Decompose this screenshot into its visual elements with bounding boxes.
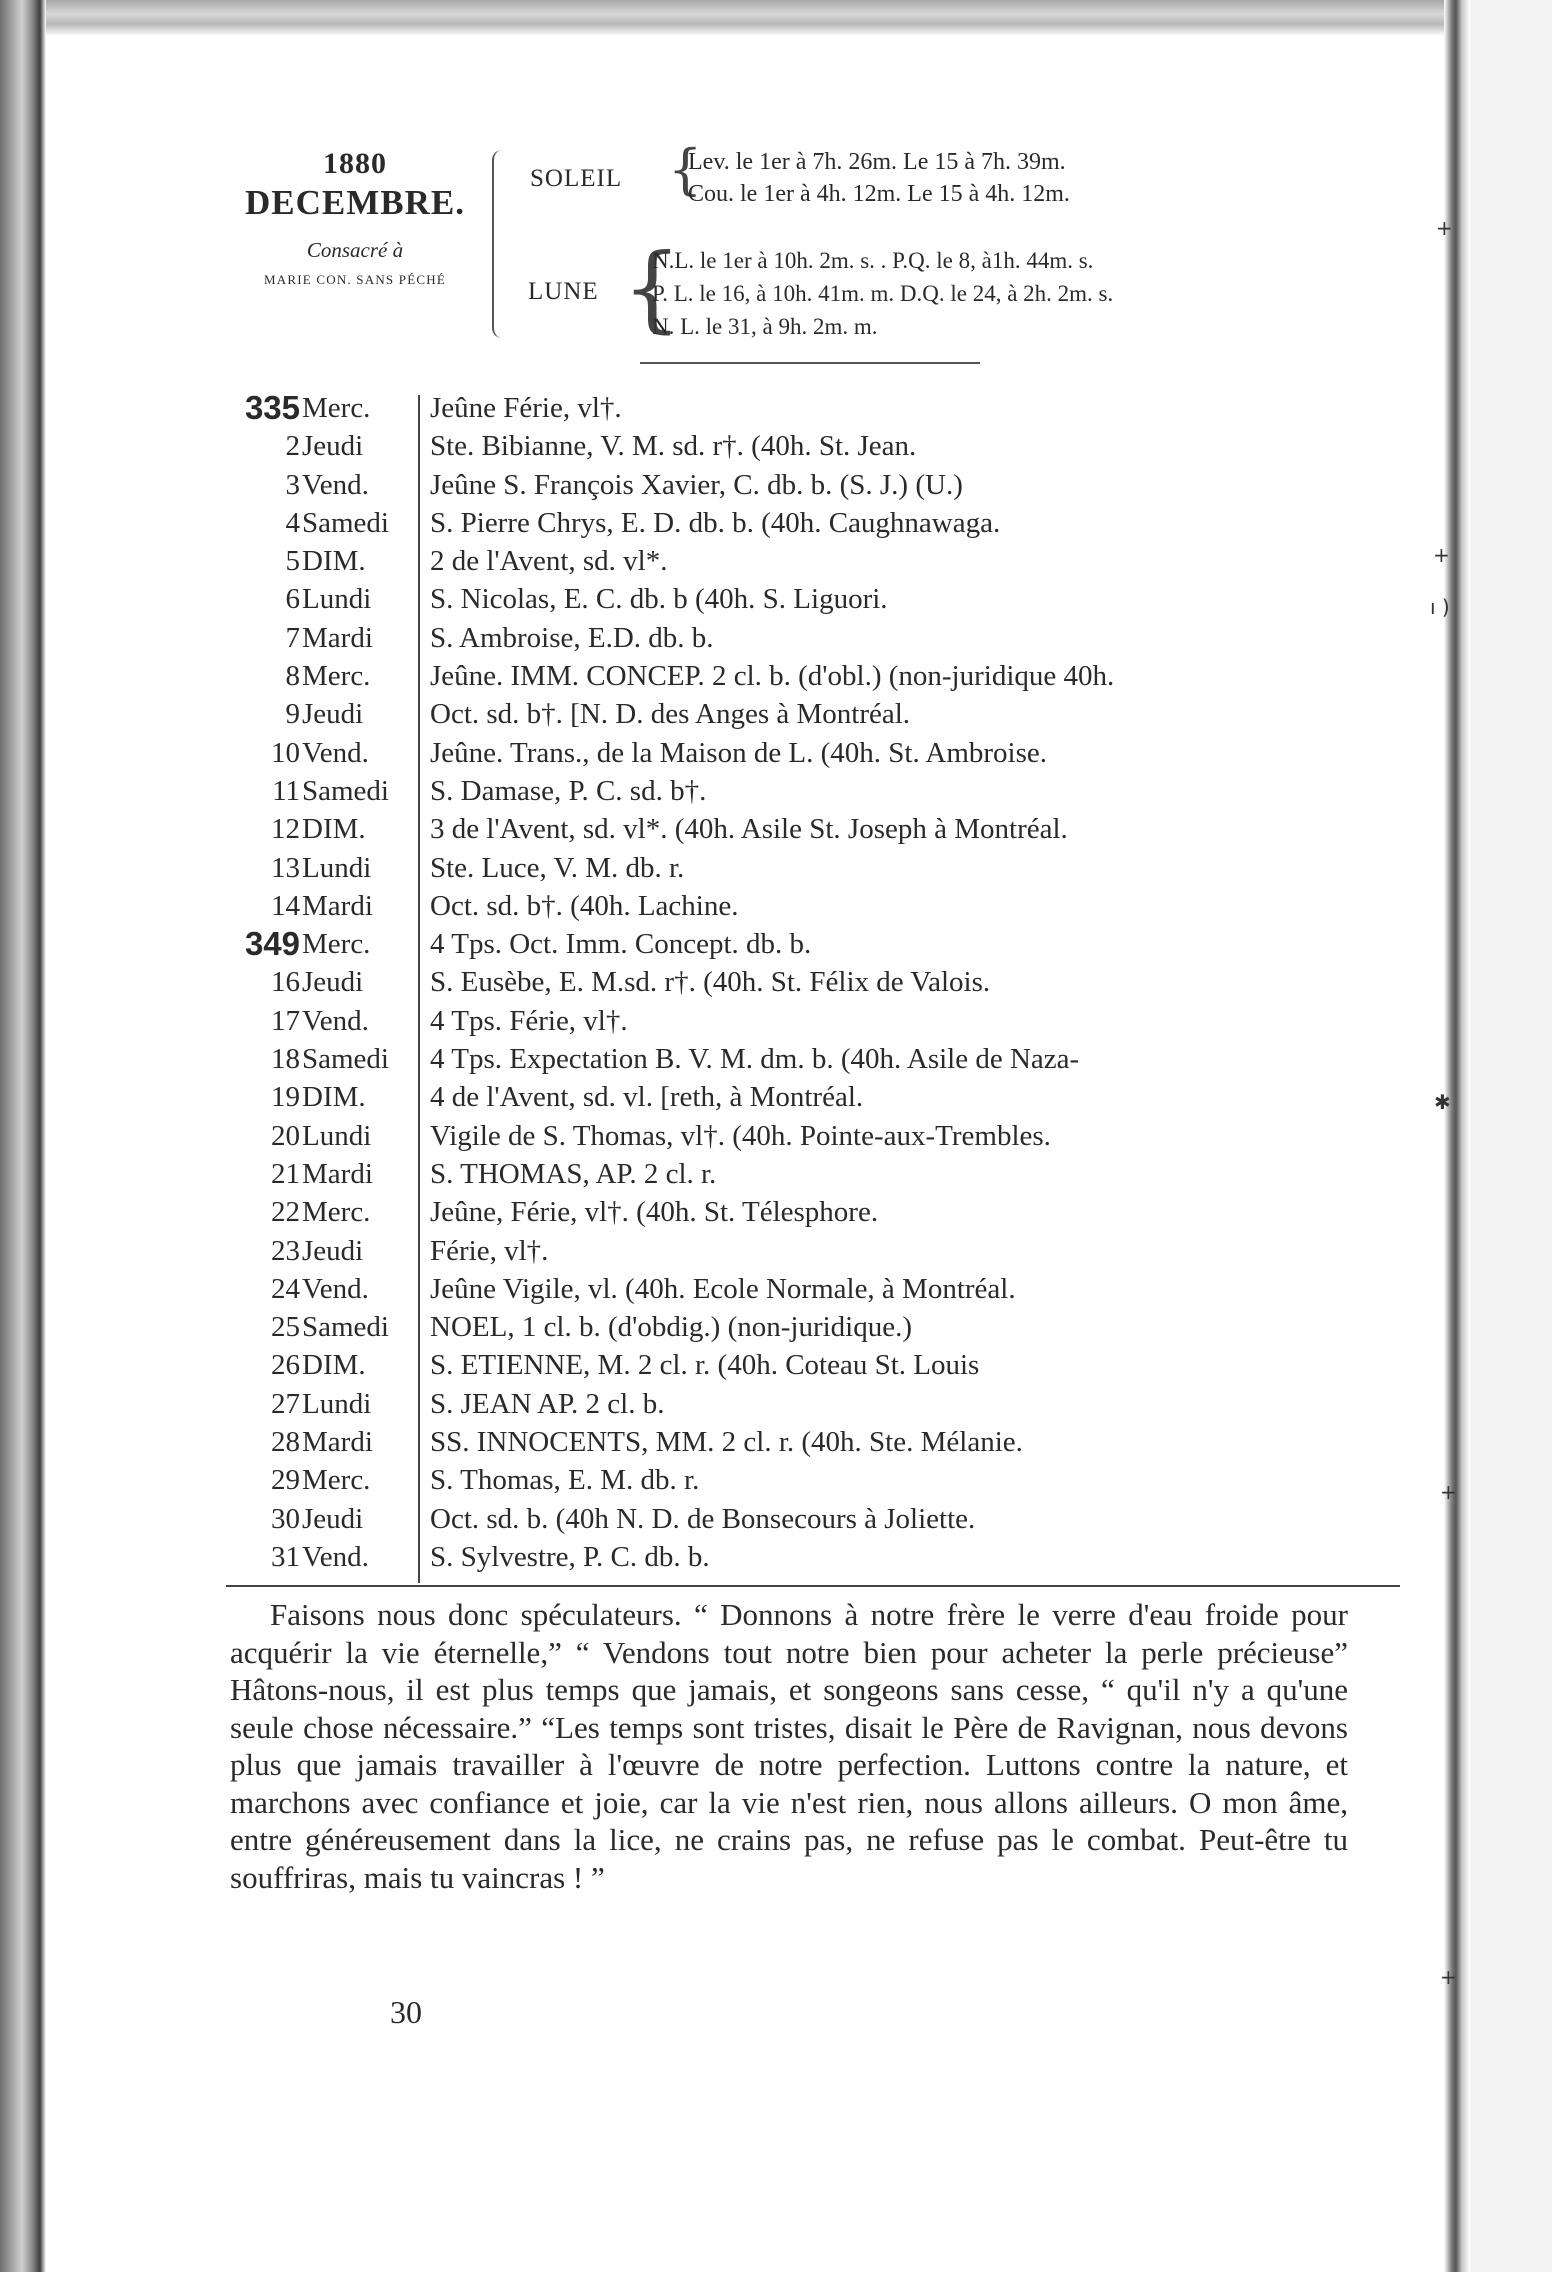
calendar-row bbox=[214, 849, 1394, 887]
feast-description: S. Eusèbe, E. M.sd. r†. (40h. St. Félix de Valois. bbox=[430, 966, 991, 999]
calendar-row bbox=[214, 466, 1394, 504]
feast-description: S. THOMAS, AP. 2 cl. r. bbox=[430, 1157, 717, 1190]
weekday: Samedi bbox=[302, 1043, 389, 1076]
feast-description: Jeûne, Férie, vl†. (40h. St. Télesphore. bbox=[430, 1196, 879, 1229]
calendar-row bbox=[214, 1308, 1394, 1346]
soleil-line: Lev. le 1er à 7h. 26m. Le 15 à 7h. 39m. bbox=[688, 149, 1066, 175]
feast-description: S. Pierre Chrys, E. D. db. b. (40h. Caughnawaga. bbox=[430, 506, 1001, 539]
feast-description: 4 Tps. Férie, vl†. bbox=[430, 1004, 628, 1037]
weekday: DIM. bbox=[302, 1081, 366, 1114]
weekday: Vend. bbox=[302, 1004, 369, 1037]
day-number: 29 bbox=[271, 1464, 300, 1497]
weekday: Lundi bbox=[302, 1119, 372, 1152]
calendar-row bbox=[214, 542, 1394, 580]
feast-description: 2 de l'Avent, sd. vl*. bbox=[430, 545, 668, 578]
weekday: Lundi bbox=[302, 1387, 372, 1420]
day-number: 26 bbox=[271, 1349, 300, 1382]
weekday: Jeudi bbox=[302, 966, 364, 999]
weekday: Merc. bbox=[302, 928, 371, 961]
day-number: 28 bbox=[271, 1426, 300, 1459]
day-number: 31 bbox=[271, 1540, 300, 1573]
lune-label: LUNE bbox=[528, 278, 599, 305]
calendar-row bbox=[214, 1040, 1394, 1078]
weekday: Samedi bbox=[302, 506, 389, 539]
lune-line: N. L. le 31, à 9h. 2m. m. bbox=[652, 314, 878, 339]
feast-description: Vigile de S. Thomas, vl†. (40h. Pointe-aux-Trembles. bbox=[430, 1119, 1051, 1152]
weekday: Mardi bbox=[302, 1426, 373, 1459]
weekday: Jeudi bbox=[302, 430, 364, 463]
weekday: Vend. bbox=[302, 468, 369, 501]
calendar-row bbox=[214, 1193, 1394, 1231]
calendar-row bbox=[214, 887, 1394, 925]
day-number: 14 bbox=[271, 889, 300, 922]
day-number: 18 bbox=[271, 1043, 300, 1076]
weekday: Mardi bbox=[302, 1157, 373, 1190]
lune-phases bbox=[652, 244, 1113, 343]
margin-mark-icon: + bbox=[1433, 543, 1450, 567]
calendar-row bbox=[214, 389, 1394, 427]
day-number: 16 bbox=[271, 966, 300, 999]
consacre-label: Consacré à bbox=[306, 238, 404, 262]
calendar-row bbox=[214, 810, 1394, 848]
facing-page-edge bbox=[1470, 0, 1552, 2272]
calendar-row bbox=[214, 963, 1394, 1001]
day-number: 20 bbox=[271, 1119, 300, 1152]
calendar-row bbox=[214, 657, 1394, 695]
margin-mark-icon: ✱ bbox=[1434, 1090, 1451, 1114]
margin-mark-icon: + bbox=[1436, 216, 1453, 240]
weekday: Lundi bbox=[302, 851, 372, 884]
feast-description: 4 de l'Avent, sd. vl. [reth, à Montréal. bbox=[430, 1081, 864, 1114]
weekday: Samedi bbox=[302, 1311, 389, 1344]
lune-line: P. L. le 16, à 10h. 41m. m. D.Q. le 24, à 2h. 2m. s. bbox=[652, 281, 1114, 306]
calendar-row bbox=[214, 1078, 1394, 1116]
weekday: Merc. bbox=[302, 1196, 371, 1229]
page-number: 30 bbox=[390, 1994, 422, 2030]
day-number: 24 bbox=[271, 1272, 300, 1305]
year: 1880 bbox=[323, 147, 387, 180]
feast-description: Jeûne. IMM. CONCEP. 2 cl. b. (d'obl.) (non-juridique 40h. bbox=[430, 660, 1115, 693]
day-number: 21 bbox=[271, 1157, 300, 1190]
month-title: DECEMBRE. bbox=[245, 183, 465, 222]
book-gutter bbox=[1444, 0, 1470, 2272]
feast-description: Oct. sd. b†. (40h. Lachine. bbox=[430, 889, 739, 922]
weekday: Mardi bbox=[302, 889, 373, 922]
day-number: 11 bbox=[272, 774, 300, 807]
day-number: 19 bbox=[271, 1081, 300, 1114]
weekday: DIM. bbox=[302, 545, 366, 578]
calendar-row bbox=[214, 772, 1394, 810]
feast-description: S. Nicolas, E. C. db. b (40h. S. Liguori. bbox=[430, 583, 888, 616]
day-number: 2 bbox=[285, 430, 300, 463]
day-number: 9 bbox=[285, 698, 300, 731]
day-number: 4 bbox=[285, 506, 300, 539]
day-number: 12 bbox=[271, 813, 300, 846]
weekday: Vend. bbox=[302, 1272, 369, 1305]
feast-description: S. JEAN AP. 2 cl. b. bbox=[430, 1387, 665, 1420]
feast-description: Ste. Bibianne, V. M. sd. r†. (40h. St. Jean. bbox=[430, 430, 917, 463]
day-number: 10 bbox=[271, 736, 300, 769]
weekday: Merc. bbox=[302, 392, 371, 424]
feast-description: 4 Tps. Oct. Imm. Concept. db. b. bbox=[430, 928, 812, 961]
calendar-row bbox=[214, 1423, 1394, 1461]
margin-mark-icon: ı ) bbox=[1430, 595, 1450, 619]
day-number: 30 bbox=[271, 1502, 300, 1535]
day-number: 3 bbox=[285, 468, 300, 501]
calendar-bottom-rule bbox=[226, 1585, 1400, 1587]
meditation-paragraph bbox=[230, 1596, 1348, 1896]
feast-description: Ste. Luce, V. M. db. r. bbox=[430, 851, 685, 884]
day-number: 27 bbox=[271, 1387, 300, 1420]
feast-description: Oct. sd. b. (40h N. D. de Bonsecours à Joliette. bbox=[430, 1502, 976, 1535]
calendar-row bbox=[214, 580, 1394, 618]
feast-description: Férie, vl†. bbox=[430, 1234, 549, 1267]
header-rule bbox=[640, 362, 980, 364]
feast-description: Jeûne Vigile, vl. (40h. Ecole Normale, à Montréal. bbox=[430, 1272, 1016, 1305]
calendar-row bbox=[214, 504, 1394, 542]
soleil-times bbox=[688, 146, 1070, 210]
weekday: Jeudi bbox=[302, 1502, 364, 1535]
lune-line: N.L. le 1er à 10h. 2m. s. . P.Q. le 8, à1h. 44m. s. bbox=[652, 248, 1094, 273]
feast-description: S. Sylvestre, P. C. db. b. bbox=[430, 1540, 710, 1573]
feast-description: Oct. sd. b†. [N. D. des Anges à Montréal. bbox=[430, 698, 911, 731]
day-number: 335 bbox=[244, 389, 300, 426]
feast-description: Jeûne S. François Xavier, C. db. b. (S. J.) (U.) bbox=[430, 468, 963, 501]
dedication: MARIE CON. SANS PÉCHÉ bbox=[264, 272, 446, 287]
feast-description: S. Damase, P. C. sd. b†. bbox=[430, 774, 707, 807]
soleil-line: Cou. le 1er à 4h. 12m. Le 15 à 4h. 12m. bbox=[688, 181, 1070, 207]
calendar-row bbox=[214, 1538, 1394, 1576]
feast-description: NOEL, 1 cl. b. (d'obdig.) (non-juridique.) bbox=[430, 1311, 913, 1344]
weekday: Samedi bbox=[302, 774, 389, 807]
calendar-row bbox=[214, 1270, 1394, 1308]
weekday: Jeudi bbox=[302, 1234, 364, 1267]
weekday: Jeudi bbox=[302, 698, 364, 731]
calendar-row bbox=[214, 1346, 1394, 1384]
weekday: Merc. bbox=[302, 1464, 371, 1497]
soleil-label: SOLEIL bbox=[530, 165, 623, 192]
day-number: 23 bbox=[271, 1234, 300, 1267]
weekday: DIM. bbox=[302, 813, 366, 846]
weekday: Lundi bbox=[302, 583, 372, 616]
calendar-row bbox=[214, 1155, 1394, 1193]
feast-description: SS. INNOCENTS, MM. 2 cl. r. (40h. Ste. Mélanie. bbox=[430, 1426, 1023, 1459]
calendar-row bbox=[214, 1461, 1394, 1499]
calendar-row bbox=[214, 695, 1394, 733]
weekday: Vend. bbox=[302, 736, 369, 769]
feast-description: 3 de l'Avent, sd. vl*. (40h. Asile St. Joseph à Montréal. bbox=[430, 813, 1068, 846]
margin-mark-icon: + bbox=[1440, 1480, 1457, 1504]
paragraph-text: Faisons nous donc spéculateurs. “ Donnons à notre frère le verre d'eau froide pour acquérir la vie éternelle,” “ Vendons tout notre bien pour acheter la perle précieuse” Hâtons-nous, il est plus temps que jamais, et songeons sans cesse, “ qu'il n'y a qu'une seule chose nécessaire.” “Les temps sont tristes, disait le Père de Ravignan, nous devons plus que jamais travailler à l'œuvre de notre perfection. Luttons contre la nature, et marchons avec confiance et joie, car la vie n'est rien, nous allons ailleurs. O mon âme, entre généreusement dans la lice, ne crains pas, ne refuse pas le combat. Peut-être tu souffriras, mais tu vaincras ! ” bbox=[230, 1597, 1348, 1895]
soleil-brace-icon: { bbox=[668, 138, 703, 201]
month-heading bbox=[210, 146, 500, 294]
weekday: Merc. bbox=[302, 660, 371, 693]
weekday: DIM. bbox=[302, 1349, 366, 1382]
day-number: 13 bbox=[271, 851, 300, 884]
day-number: 25 bbox=[271, 1311, 300, 1344]
calendar-row bbox=[214, 1002, 1394, 1040]
margin-mark-icon: + bbox=[1440, 1965, 1457, 1989]
day-number: 7 bbox=[285, 621, 300, 654]
day-number: 17 bbox=[271, 1004, 300, 1037]
scan-border-left bbox=[0, 0, 46, 2272]
day-number: 22 bbox=[271, 1196, 300, 1229]
day-number: 349 bbox=[244, 925, 300, 963]
header-bracket bbox=[492, 150, 512, 338]
calendar-row bbox=[214, 427, 1394, 465]
feast-description: S. Thomas, E. M. db. r. bbox=[430, 1464, 700, 1497]
weekday: Vend. bbox=[302, 1540, 369, 1573]
weekday: Mardi bbox=[302, 621, 373, 654]
calendar-row bbox=[214, 1385, 1394, 1423]
feast-description: S. ETIENNE, M. 2 cl. r. (40h. Coteau St. Louis bbox=[430, 1349, 980, 1382]
lune-brace-icon: { bbox=[622, 234, 682, 343]
scan-border-top bbox=[0, 0, 1552, 36]
feast-description: Jeûne. Trans., de la Maison de L. (40h. St. Ambroise. bbox=[430, 736, 1048, 769]
day-number: 8 bbox=[285, 660, 300, 693]
calendar-row bbox=[214, 734, 1394, 772]
feast-description: Jeûne Férie, vl†. bbox=[430, 392, 622, 424]
calendar-row bbox=[214, 925, 1394, 963]
day-number: 5 bbox=[285, 545, 300, 578]
calendar-row bbox=[214, 619, 1394, 657]
day-number: 6 bbox=[285, 583, 300, 616]
feast-description: S. Ambroise, E.D. db. b. bbox=[430, 621, 714, 654]
feast-description: 4 Tps. Expectation B. V. M. dm. b. (40h. Asile de Naza- bbox=[430, 1043, 1080, 1076]
calendar-row bbox=[214, 1232, 1394, 1270]
calendar-row bbox=[214, 1500, 1394, 1538]
calendar-table bbox=[214, 389, 1394, 1576]
calendar-row bbox=[214, 1117, 1394, 1155]
